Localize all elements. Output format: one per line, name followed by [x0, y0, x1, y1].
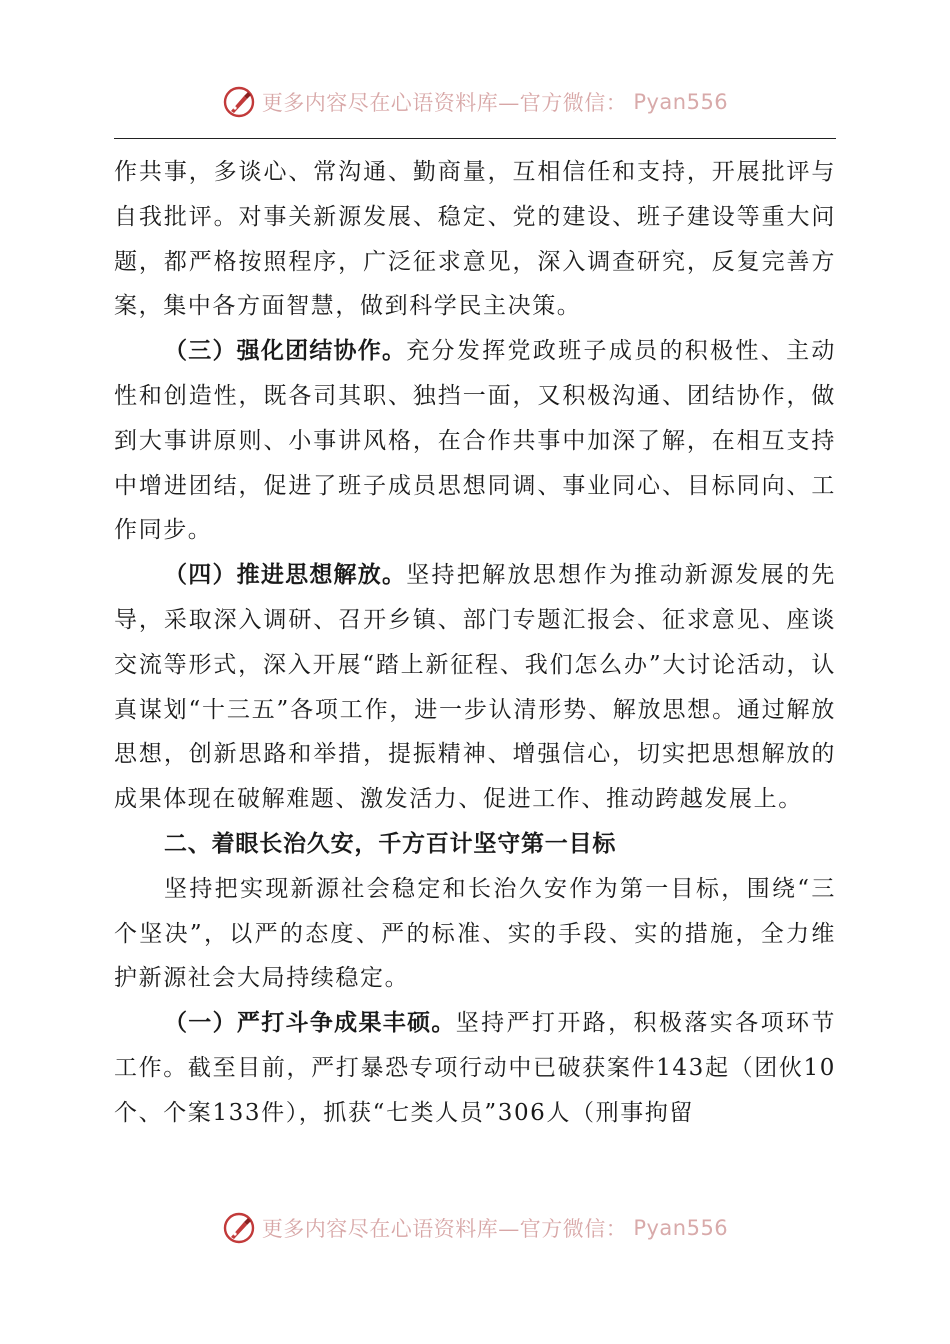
- pen-nib-circle-icon: [222, 1211, 256, 1245]
- paragraph-crackdown-body: 坚持严打开路，积极落实各项环节工作。截至目前，严打暴恐专项行动中已破获案件143起（团伙10个、个案133件），抓获“七类人员”306人（刑事拘留: [114, 1010, 837, 1126]
- watermark-brand: Pyan556: [633, 1216, 729, 1240]
- paragraph-stability: 坚持把实现新源社会稳定和长治久安作为第一目标，围绕“三个坚决”，以严的态度、严的标准、实的手段、实的措施，全力维护新源社会大局持续稳定。: [114, 875, 836, 992]
- watermark-banner-top: [0, 82, 950, 122]
- header-rule: [114, 138, 836, 139]
- document-body: [114, 150, 836, 1136]
- watermark-text: 更多内容尽在心语资料库—官方微信：: [261, 91, 628, 115]
- section-heading-2: 二、着眼长治久安，千方百计坚守第一目标: [164, 830, 617, 857]
- paragraph-crackdown: [114, 1001, 836, 1135]
- subheading-crackdown: （一）严打斗争成果丰硕。: [164, 1010, 456, 1037]
- paragraph-emancipation: [114, 553, 836, 822]
- subheading-unity: （三）强化团结协作。: [164, 338, 407, 365]
- paragraph-unity-body: 充分发挥党政班子成员的积极性、主动性和创造性，既各司其职、独挡一面，又积极沟通、团结协作，做到大事讲原则、小事讲风格，在合作共事中加深了解，在相互支持中增进团结，促进了班子成员思想同调、事业同心、目标同向、工作同步。: [114, 338, 837, 544]
- pen-nib-circle-icon: [222, 85, 256, 119]
- subheading-emancipation: （四）推进思想解放。: [164, 562, 407, 589]
- watermark-brand: Pyan556: [633, 90, 729, 114]
- watermark-banner-bottom: [0, 1208, 950, 1248]
- watermark-text: 更多内容尽在心语资料库—官方微信：: [261, 1217, 628, 1241]
- paragraph-unity: [114, 329, 836, 553]
- paragraph-emancipation-body: 坚持把解放思想作为推动新源发展的先导，采取深入调研、召开乡镇、部门专题汇报会、征求意见、座谈交流等形式，深入开展“踏上新征程、我们怎么办”大讨论活动，认真谋划“十三五”各项工作，进一步认清形势、解放思想。通过解放思想，创新思路和举措，提振精神、增强信心，切实把思想解放的成果体现在破解难题、激发活力、促进工作、推动跨越发展上。: [114, 562, 837, 813]
- paragraph-continuation: 作共事，多谈心、常沟通、勤商量，互相信任和支持，开展批评与自我批评。对事关新源发展、稳定、党的建设、班子建设等重大问题，都严格按照程序，广泛征求意见，深入调查研究，反复完善方案，集中各方面智慧，做到科学民主决策。: [114, 159, 836, 320]
